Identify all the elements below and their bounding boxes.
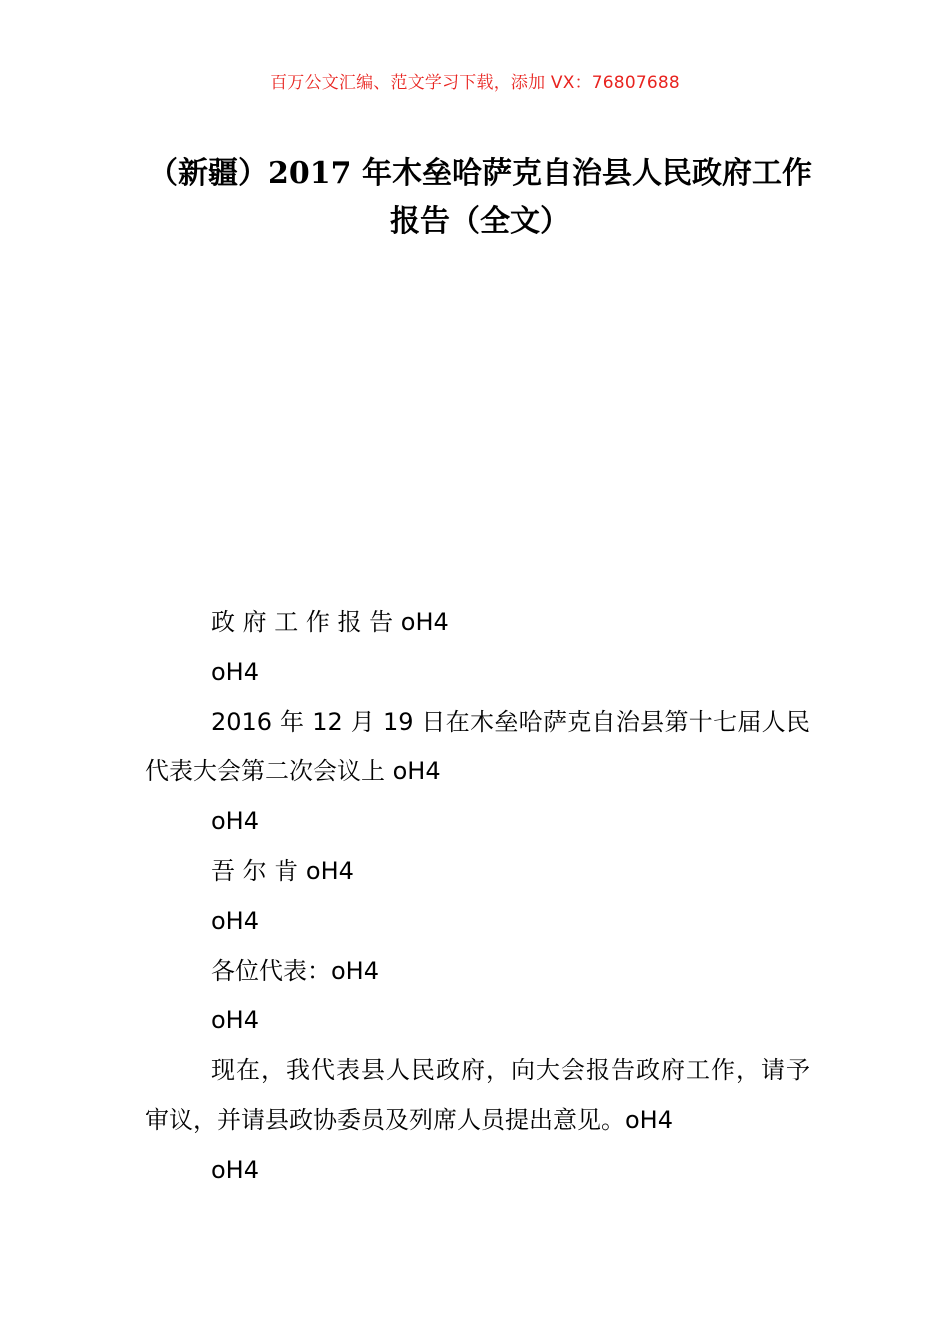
body-paragraph: oH4 (211, 906, 259, 935)
salutation-paragraph: 各位代表：oH4 (211, 956, 379, 985)
speaker-name: 吾 尔 肯 oH4 (211, 856, 354, 885)
body-paragraph: oH4 (211, 1006, 259, 1035)
report-heading-line: 政 府 工 作 报 告 oH4 (211, 608, 449, 636)
header-watermark-note: 百万公文汇编、范文学习下载，添加 VX：76807688 (270, 73, 680, 93)
document-body (145, 598, 810, 1196)
body-paragraph: oH4 (211, 807, 259, 836)
document-title: （新疆）2017 年木垒哈萨克自治县人民政府工作报告（全文） (148, 156, 812, 239)
intro-paragraph: 现在，我代表县人民政府，向大会报告政府工作，请予审议，并请县政协委员及列席人员提出意见。oH4 (145, 1056, 810, 1134)
body-paragraph: oH4 (211, 657, 259, 686)
body-paragraph: oH4 (211, 1155, 259, 1184)
meeting-date-paragraph: 2016 年 12 月 19 日在木垒哈萨克自治县第十七届人民代表大会第二次会议上 oH4 (145, 707, 810, 786)
